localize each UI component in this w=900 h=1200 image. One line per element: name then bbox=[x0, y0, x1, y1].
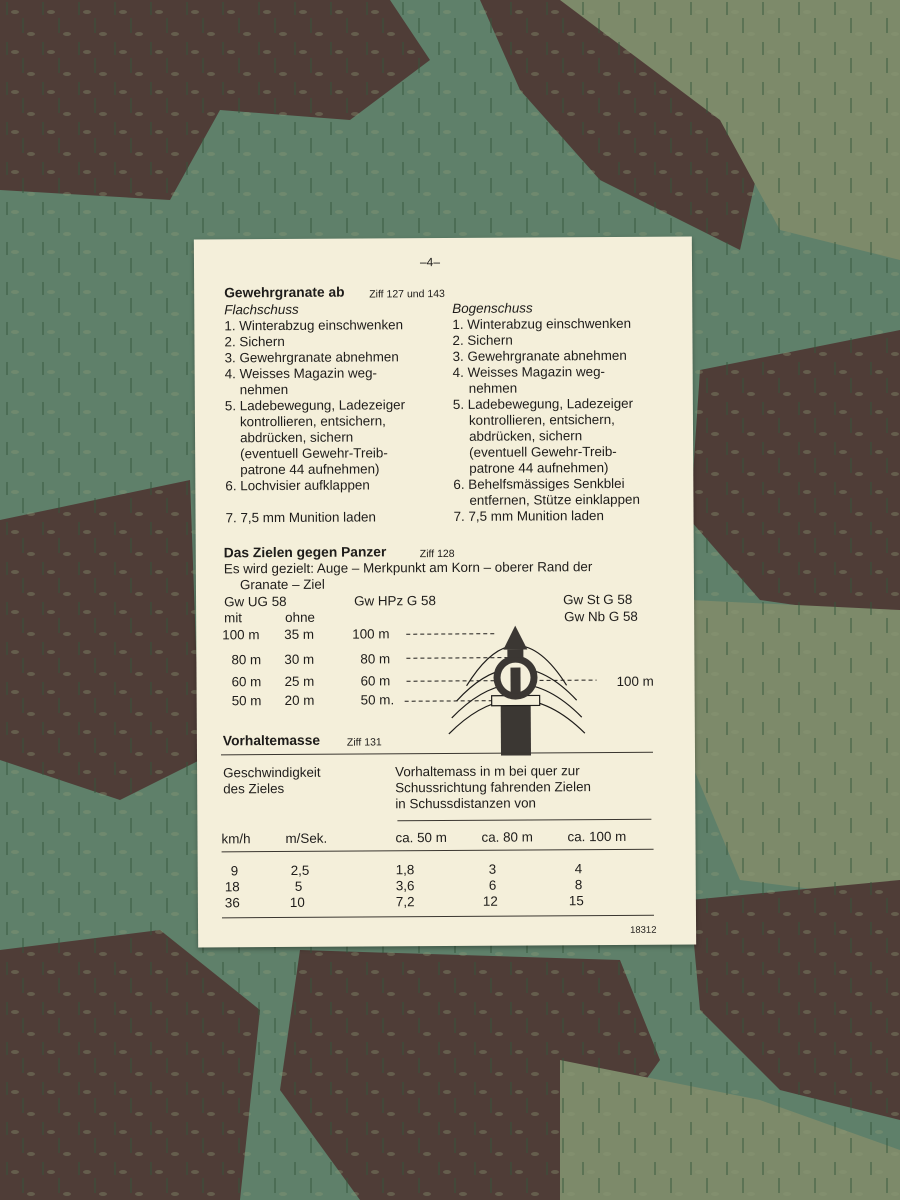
page-number: –4– bbox=[419, 255, 441, 270]
range-hpz: 60 m bbox=[360, 673, 391, 689]
step-line: 3. Gewehrgranate abnehmen bbox=[452, 347, 627, 364]
label-ohne: ohne bbox=[285, 609, 315, 625]
unit-80m: ca. 80 m bbox=[481, 829, 533, 845]
header-speed: Geschwindigkeit bbox=[223, 764, 321, 781]
cell-kmh: 9 bbox=[230, 863, 239, 879]
step-line: entfernen, Stütze einklappen bbox=[469, 491, 640, 508]
unit-50m: ca. 50 m bbox=[395, 829, 447, 846]
step-line: (eventuell Gewehr-Treib- bbox=[469, 443, 617, 460]
unit-100m: ca. 100 m bbox=[567, 828, 627, 845]
section-title-lead: Vorhaltemasse bbox=[222, 732, 321, 749]
step-line: 1. Winterabzug einschwenken bbox=[452, 315, 632, 332]
cell-100m: 15 bbox=[568, 893, 584, 909]
range-mit: 50 m bbox=[231, 693, 262, 709]
cell-100m: 8 bbox=[574, 877, 583, 893]
cell-80m: 6 bbox=[488, 877, 497, 893]
aiming-text-line: Granate – Ziel bbox=[239, 576, 325, 593]
range-mit: 80 m bbox=[231, 652, 262, 668]
step-line: 5. Ladebewegung, Ladezeiger bbox=[224, 397, 406, 414]
step-line: (eventuell Gewehr-Treib- bbox=[240, 445, 388, 462]
field-instruction-card bbox=[194, 236, 696, 947]
label-gw-ug-58: Gw UG 58 bbox=[224, 593, 287, 610]
leader-line-100m bbox=[406, 634, 496, 635]
range-ohne: 25 m bbox=[284, 673, 315, 689]
cell-kmh: 18 bbox=[224, 879, 240, 895]
cell-80m: 3 bbox=[488, 861, 497, 877]
cell-50m: 7,2 bbox=[395, 894, 415, 910]
range-mit: 60 m bbox=[231, 674, 262, 690]
section-ref-rifle-grenade: Ziff 127 und 143 bbox=[369, 287, 445, 301]
label-gw-nb-g-58: Gw Nb G 58 bbox=[564, 608, 638, 625]
curved-shot-heading: Bogenschuss bbox=[452, 300, 533, 316]
step-line: 7. 7,5 mm Munition laden bbox=[453, 508, 604, 524]
step-line: 7. 7,5 mm Munition laden bbox=[225, 509, 376, 526]
label-mit: mit bbox=[224, 610, 243, 626]
step-line: 4. Weisses Magazin weg- bbox=[452, 364, 606, 380]
cell-msec: 5 bbox=[294, 878, 303, 894]
flat-shot-heading: Flachschuss bbox=[224, 301, 299, 318]
range-ohne: 20 m bbox=[284, 692, 315, 708]
unit-kmh: km/h bbox=[221, 831, 251, 847]
cell-kmh: 36 bbox=[224, 895, 240, 911]
range-hpz: 100 m bbox=[352, 626, 390, 642]
step-line: 2. Sichern bbox=[452, 332, 513, 348]
step-line: kontrollieren, entsichern, bbox=[468, 411, 615, 428]
range-hpz: 50 m. bbox=[360, 692, 395, 708]
cell-100m: 4 bbox=[574, 861, 583, 877]
section-ref-lead: Ziff 131 bbox=[346, 736, 382, 749]
cell-50m: 1,8 bbox=[395, 862, 415, 878]
header-lead-measure: Vorhaltemass in m bei quer zur bbox=[395, 763, 580, 780]
step-line: 6. Lochvisier aufklappen bbox=[225, 477, 370, 494]
cell-msec: 2,5 bbox=[290, 862, 310, 878]
cell-50m: 3,6 bbox=[395, 878, 415, 894]
cell-80m: 12 bbox=[482, 893, 498, 909]
label-gw-hpz-g-58: Gw HPz G 58 bbox=[354, 593, 436, 609]
step-line: 4. Weisses Magazin weg- bbox=[224, 365, 378, 382]
print-number: 18312 bbox=[630, 924, 657, 936]
right-range-label: 100 m bbox=[616, 673, 654, 689]
header-lead-measure: Schussrichtung fahrenden Zielen bbox=[395, 779, 592, 796]
step-line: 2. Sichern bbox=[224, 333, 285, 350]
section-ref-aiming: Ziff 128 bbox=[419, 547, 455, 561]
step-line: patrone 44 aufnehmen) bbox=[240, 461, 380, 478]
range-ohne: 35 m bbox=[284, 626, 315, 642]
step-line: abdrücken, sichern bbox=[469, 428, 583, 444]
header-lead-measure: in Schussdistanzen von bbox=[395, 795, 537, 812]
header-rule bbox=[397, 819, 651, 822]
step-line: nehmen bbox=[239, 381, 289, 398]
header-speed: des Zieles bbox=[223, 780, 285, 797]
step-line: abdrücken, sichern bbox=[240, 429, 354, 446]
step-line: patrone 44 aufnehmen) bbox=[469, 459, 609, 476]
aiming-text-line: Es wird gezielt: Auge – Merkpunkt am Korn – oberer Rand der bbox=[223, 559, 593, 577]
units-rule bbox=[222, 849, 654, 853]
range-hpz: 80 m bbox=[360, 651, 391, 667]
table-bottom-rule bbox=[222, 915, 654, 919]
unit-msec: m/Sek. bbox=[285, 830, 328, 846]
step-line: nehmen bbox=[468, 380, 518, 396]
label-gw-st-g-58: Gw St G 58 bbox=[563, 591, 633, 608]
step-line: 3. Gewehrgranate abnehmen bbox=[224, 349, 399, 366]
step-line: kontrollieren, entsichern, bbox=[239, 413, 386, 430]
step-line: 6. Behelfsmässiges Senkblei bbox=[453, 475, 625, 492]
leader-line-50m bbox=[405, 701, 503, 702]
range-mit: 100 m bbox=[222, 627, 260, 643]
front-sight-post-icon bbox=[491, 625, 540, 755]
section-title-aiming: Das Zielen gegen Panzer bbox=[223, 544, 387, 561]
section-title-rifle-grenade: Gewehrgranate ab bbox=[224, 284, 345, 301]
leader-line-80m bbox=[406, 658, 508, 659]
step-line: 1. Winterabzug einschwenken bbox=[224, 317, 404, 334]
step-line: 5. Ladebewegung, Ladezeiger bbox=[452, 395, 634, 412]
range-ohne: 30 m bbox=[284, 651, 315, 667]
cell-msec: 10 bbox=[289, 894, 305, 910]
